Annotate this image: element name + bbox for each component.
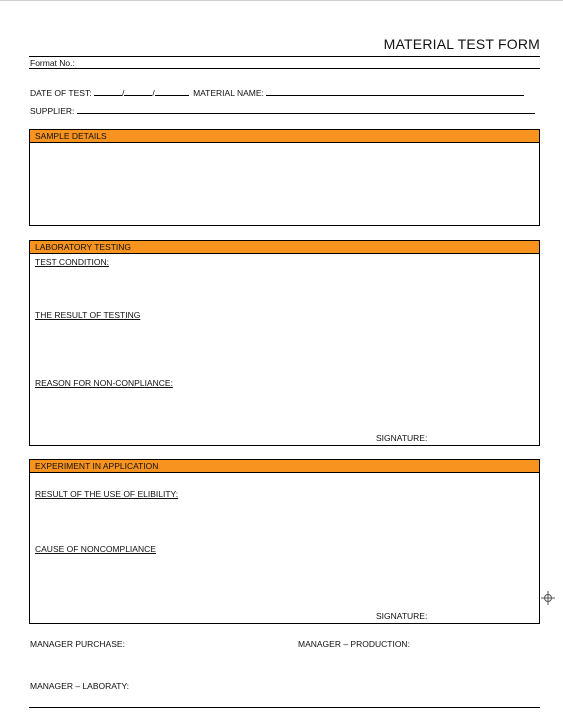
material-name-label: MATERIAL NAME: — [193, 88, 264, 98]
date-year-field[interactable] — [155, 86, 189, 96]
supplier-row — [30, 104, 535, 116]
page-top-border — [0, 0, 563, 1]
cause-noncompliance-label: CAUSE OF NONCOMPLIANCE — [35, 544, 156, 554]
crosshair-icon — [541, 591, 555, 605]
result-of-testing-label: THE RESULT OF TESTING — [35, 310, 141, 320]
supplier-field[interactable] — [77, 104, 535, 114]
footer-rule — [29, 707, 540, 708]
header-rule — [29, 56, 540, 57]
format-no-rule — [29, 68, 540, 69]
manager-production-label: MANAGER – PRODUCTION: — [298, 639, 410, 649]
experiment-signature-label: SIGNATURE: — [376, 611, 428, 621]
material-name-field[interactable] — [266, 86, 524, 96]
format-no-label: Format No.: — [30, 58, 75, 68]
lab-signature-label: SIGNATURE: — [376, 433, 428, 443]
test-condition-label: TEST CONDITION: — [35, 257, 109, 267]
reason-non-compliance-label: REASON FOR NON-CONPLIANCE: — [35, 378, 173, 388]
sample-details-field[interactable] — [30, 143, 539, 225]
experiment-section — [29, 459, 540, 624]
result-of-use-label: RESULT OF THE USE OF ELIBILITY: — [35, 489, 179, 499]
form-title: MATERIAL TEST FORM — [383, 36, 540, 52]
date-of-test-row — [30, 86, 524, 98]
sample-details-header: SAMPLE DETAILS — [30, 130, 539, 143]
experiment-header: EXPERIMENT IN APPLICATION — [30, 460, 539, 473]
supplier-label: SUPPLIER: — [30, 106, 75, 116]
manager-purchase-label: MANAGER PURCHASE: — [30, 639, 125, 649]
laboratory-testing-header: LABORATORY TESTING — [30, 241, 539, 254]
sample-details-section — [29, 129, 540, 226]
date-separator-2: / — [152, 88, 155, 98]
date-separator-1: / — [121, 88, 125, 98]
date-of-test-label: DATE OF TEST: — [30, 88, 92, 98]
date-month-field[interactable] — [121, 86, 155, 98]
date-day-field[interactable] — [94, 86, 125, 98]
manager-laboraty-label: MANAGER – LABORATY: — [30, 681, 130, 691]
laboratory-testing-section — [29, 240, 540, 446]
